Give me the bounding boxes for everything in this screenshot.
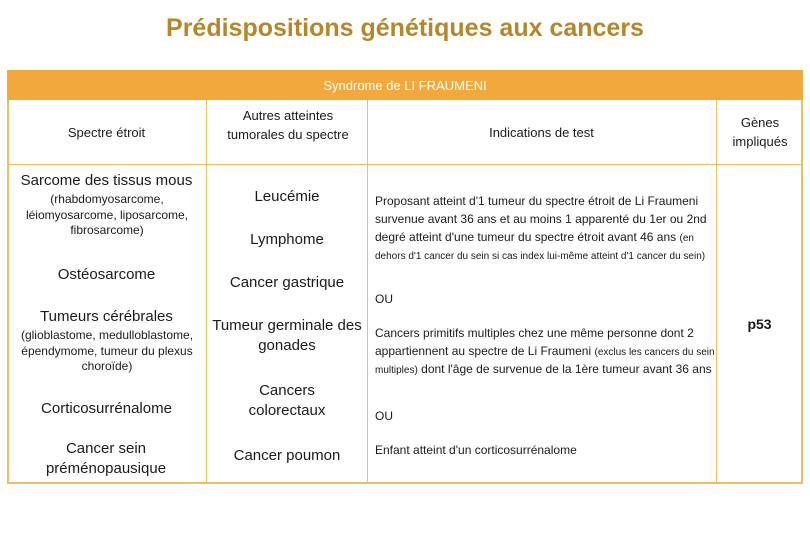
indication-criterion-3: Enfant atteint d'un corticosurrénalome	[375, 443, 577, 457]
ou-separator: OU	[375, 409, 393, 423]
header-divider	[7, 164, 803, 165]
header-genes: Gènes impliqués	[732, 115, 788, 149]
syndrome-banner: Syndrome de LI FRAUMENI	[7, 70, 803, 100]
indication-2-text: Cancers primitifs multiples chez une même personne dont 2 appartiennent au spectre de Li Fraumeni	[375, 326, 694, 358]
cell-cancer-gastrique: Cancer gastrique	[229, 274, 345, 291]
column-divider	[367, 100, 368, 484]
header-indications: Indications de test	[489, 125, 594, 140]
cell-tumeurs-cerebrales: Tumeurs cérébrales	[40, 308, 173, 325]
cell-corticosurrenalome: Corticosurrénalome	[41, 400, 172, 417]
column-divider	[716, 100, 717, 484]
indication-1-note: (en dehors d'1 cancer du sein si cas index lui-même atteint d'1 cancer du sein)	[375, 233, 706, 262]
cell-cancer-poumon: Cancer poumon	[233, 447, 341, 464]
ou-separator: OU	[375, 292, 393, 306]
cell-osteosarcome: Ostéosarcome	[57, 266, 156, 283]
cell-cancer-sein: Cancer sein préménopausique	[45, 440, 167, 477]
indication-2-text-b: dont l'âge de survenue de la 1ère tumeur avant 36 ans	[421, 362, 712, 376]
indication-1-text-b: et au moins 1 apparenté du 1er ou 2nd degré atteint d'une tumeur du spectre étroit avant 46 ans	[375, 212, 707, 244]
cell-tumeurs-detail: (glioblastome, medulloblastome, épendymome, tumeur du plexus choroïde)	[20, 328, 194, 374]
header-spectre-etroit: Spectre étroit	[67, 125, 146, 140]
cell-sarcome: Sarcome des tissus mous	[20, 172, 193, 189]
cell-sarcome-detail: (rhabdomyosarcome, léiomyosarcome, liposarcome, fibrosarcome)	[25, 192, 189, 238]
indication-criterion-1	[375, 192, 715, 264]
gene-p53: p53	[747, 316, 772, 332]
cell-lymphome: Lymphome	[250, 231, 324, 248]
indication-2-note: (exclus les cancers du sein multiples)	[375, 347, 715, 376]
page-title: Prédispositions génétiques aux cancers	[166, 14, 644, 42]
cell-tumeur-germinale: Tumeur germinale des gonades	[212, 317, 362, 354]
indication-1-text: Proposant atteint d'1 tumeur du spectre étroit de Li Fraumeni survenue avant 36 ans	[375, 194, 699, 226]
cell-leucemie: Leucémie	[254, 188, 320, 205]
cell-cancers-colorectaux: Cancers colorectaux	[248, 382, 326, 419]
header-autres-atteintes: Autres atteintes tumorales du spectre	[227, 108, 349, 142]
indication-criterion-2	[375, 324, 715, 378]
